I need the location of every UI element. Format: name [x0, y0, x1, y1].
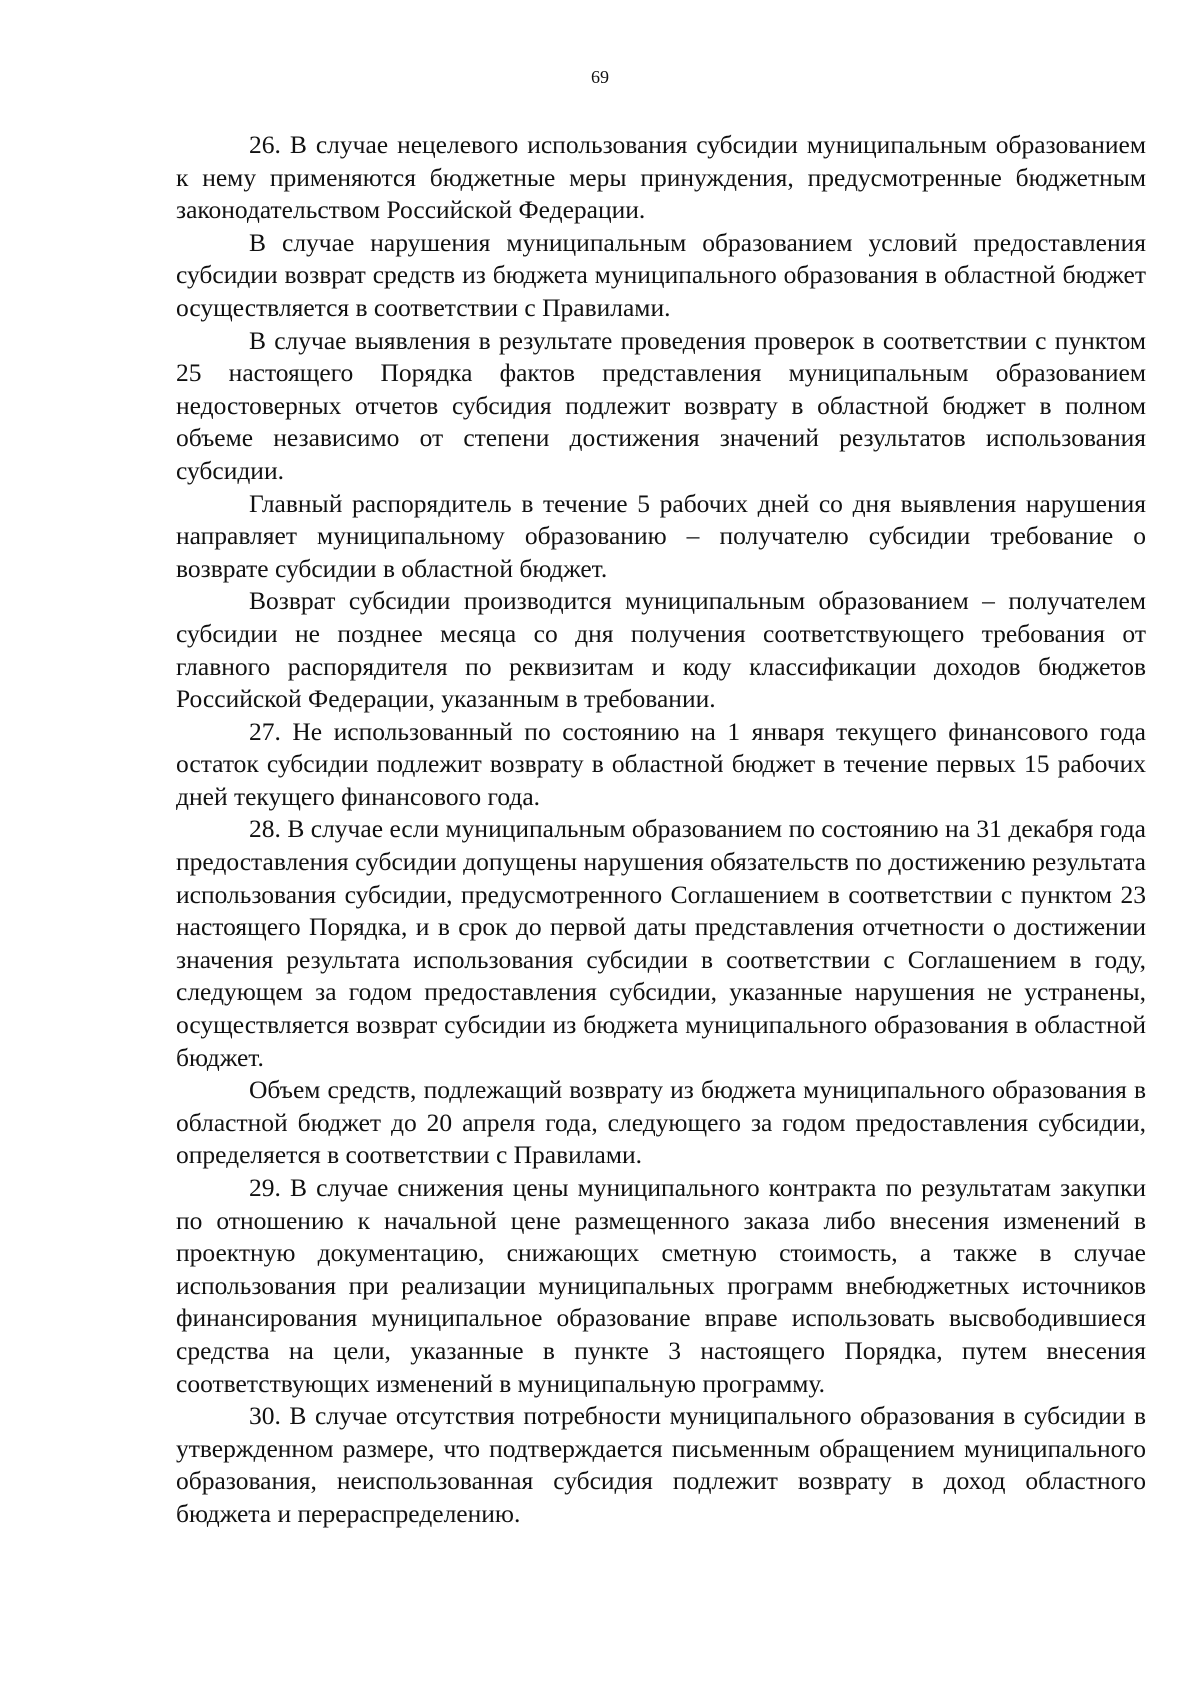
paragraph: 30. В случае отсутствия потребности муниципального образования в субсидии в утвержденном размере, что подтверждается письменным обращением муниципального образования, неиспользованная субсидия подлежит возврату в доход областного бюджета и перераспределению.	[176, 1401, 1146, 1528]
page-number: 69	[591, 67, 609, 87]
paragraph: 26. В случае нецелевого использования субсидии муниципальным образованием к нему применяются бюджетные меры принуждения, предусмотренные бюджетным законодательством Российской Федерации.	[176, 130, 1146, 225]
paragraph: 29. В случае снижения цены муниципального контракта по результатам закупки по отношению к начальной цене размещенного заказа либо внесения изменений в проектную документацию, снижающих сметную стоимость, а также в случае использования при реализации муниципальных программ внебюджетных источников финансирования муниципальное образование вправе использовать высвободившиеся средства на цели, указанные в пункте 3 настоящего Порядка, путем внесения соответствующих изменений в муниципальную программу.	[176, 1173, 1146, 1398]
paragraph: Главный распорядитель в течение 5 рабочих дней со дня выявления нарушения направляет муниципальному образованию – получателю субсидии требование о возврате субсидии в областной бюджет.	[176, 488, 1146, 583]
document-body	[176, 129, 1146, 1531]
paragraph: Объем средств, подлежащий возврату из бюджета муниципального образования в областной бюджет до 20 апреля года, следующего за годом предоставления субсидии, определяется в соответствии с Правилами.	[176, 1075, 1146, 1170]
paragraph: В случае нарушения муниципальным образованием условий предоставления субсидии возврат средств из бюджета муниципального образования в областной бюджет осуществляется в соответствии с Правилами.	[176, 227, 1146, 322]
paragraph: В случае выявления в результате проведения проверок в соответствии с пунктом 25 настоящего Порядка фактов представления муниципальным образованием недостоверных отчетов субсидия подлежит возврату в областной бюджет в полном объеме независимо от степени достижения значений результатов использования субсидии.	[176, 325, 1146, 485]
paragraph: Возврат субсидии производится муниципальным образованием – получателем субсидии не позднее месяца со дня получения соответствующего требования от главного распорядителя по реквизитам и коду классификации доходов бюджетов Российской Федерации, указанным в требовании.	[176, 586, 1146, 714]
paragraph: 27. Не использованный по состоянию на 1 января текущего финансового года остаток субсидии подлежит возврату в областной бюджет в течение первых 15 рабочих дней текущего финансового года.	[176, 716, 1146, 811]
paragraph: 28. В случае если муниципальным образованием по состоянию на 31 декабря года предоставления субсидии допущены нарушения обязательств по достижению результата использования субсидии, предусмотренного Соглашением в соответствии с пунктом 23 настоящего Порядка, и в срок до первой даты представления отчетности о достижении значения результата использования субсидии в соответствии с Соглашением в году, следующем за годом предоставления субсидии, указанные нарушения не устранены, осуществляется возврат субсидии из бюджета муниципального образования в областной бюджет.	[176, 814, 1146, 1072]
